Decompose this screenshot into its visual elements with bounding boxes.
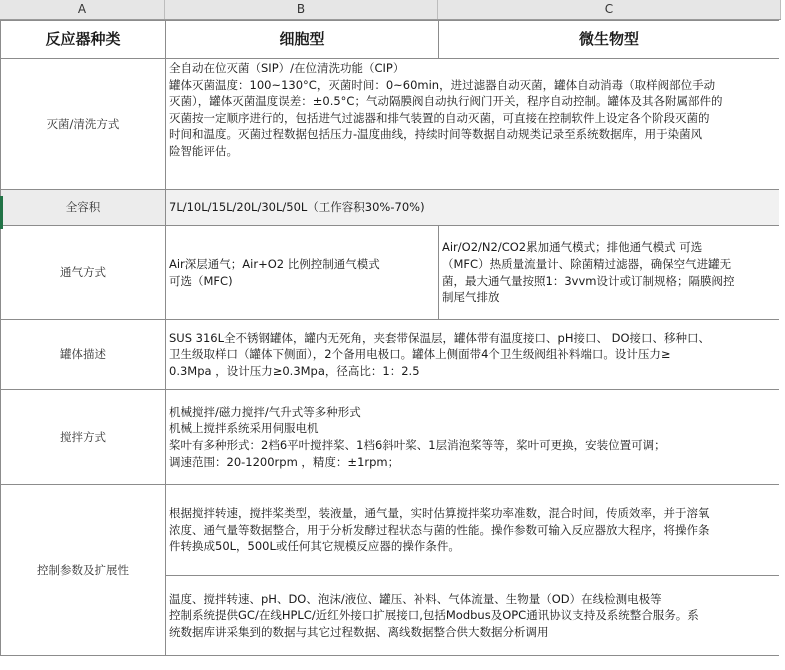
row-label-vessel[interactable]: 罐体描述 bbox=[1, 320, 166, 390]
column-header-c[interactable]: C bbox=[438, 0, 781, 19]
control-cell-1[interactable] bbox=[166, 485, 780, 576]
sterilization-line: 险智能评估。 bbox=[169, 143, 238, 158]
control-line: 浓度、通气量等数据整合，用于分析发酵过程状态与菌的性能。操作参数可输入反应器放大程序，将操作条 bbox=[169, 522, 710, 537]
table-row-volume bbox=[1, 190, 780, 226]
header-micro-type-cell[interactable]: 微生物型 bbox=[439, 21, 780, 59]
table-row-vessel bbox=[1, 320, 780, 390]
agitation-line: 调速范围：20-1200rpm ，精度：±1rpm； bbox=[169, 454, 400, 469]
row-label-control[interactable]: 控制参数及扩展性 bbox=[1, 485, 166, 656]
sterilization-line: 灭菌），罐体灭菌温度误差：±0.5°C；气动隔膜阀自动执行阀门开关，程序自动控制。罐体及其各附属部件的 bbox=[169, 94, 723, 109]
header-row bbox=[1, 21, 780, 59]
column-header-b[interactable]: B bbox=[165, 0, 438, 19]
row-label-volume[interactable]: 全容积 bbox=[1, 190, 166, 226]
sterilization-cell[interactable] bbox=[166, 59, 780, 190]
vessel-line: 0.3Mpa ，设计压力≥0.3Mpa，径高比：1：2.5 bbox=[169, 363, 420, 378]
aeration-micro-line: （MFC）热质量流量计、除菌精过滤器，确保空气进罐无 bbox=[442, 256, 732, 271]
control-cell-2[interactable] bbox=[166, 576, 780, 656]
control-line: 件转换成50L，500L或任何其它规模反应器的操作条件。 bbox=[169, 539, 460, 554]
sterilization-line: 罐体灭菌温度：100~130°C，灭菌时间：0~60min，进过滤器自动灭菌，罐体自动消毒（取样阀部位手动 bbox=[169, 77, 716, 92]
column-header-bar bbox=[0, 0, 781, 20]
table-row-sterilization bbox=[1, 59, 780, 190]
control-line: 根据搅拌转速，搅拌桨类型，装液量，通气量，实时估算搅拌桨功率准数，混合时间，传质效率，并于溶氧 bbox=[169, 506, 710, 521]
row-label-sterilization[interactable]: 灭菌/清洗方式 bbox=[1, 59, 166, 190]
volume-cell[interactable]: 7L/10L/15L/20L/30L/50L（工作容积30%-70%) bbox=[166, 190, 780, 226]
aeration-micro-line: 制尾气排放 bbox=[442, 290, 500, 305]
sterilization-line: 全自动在位灭菌（SIP）/在位清洗功能（CIP） bbox=[169, 61, 405, 75]
agitation-line: 桨叶有多种形式：2档6平叶搅拌桨、1档6斜叶桨、1层消泡桨等等，桨叶可更换，安装位置可调； bbox=[169, 438, 666, 452]
vessel-line: 卫生级取样口（罐体下侧面），2个备用电极口。罐体上侧面带4个卫生级阀组补料端口。设计压力≥ bbox=[169, 347, 671, 362]
sterilization-line: 时间和温度。灭菌过程数据包括压力-温度曲线，持续时间等数据自动规类记录至系统数据库，用于染菌风 bbox=[169, 127, 703, 142]
aeration-micro-line: Air/O2/N2/CO2累加通气模式；排他通气模式 可选 bbox=[442, 240, 703, 255]
aeration-micro-type[interactable] bbox=[439, 226, 780, 320]
column-header-a[interactable]: A bbox=[0, 0, 165, 19]
vessel-line: SUS 316L全不锈钢罐体，罐内无死角，夹套带保温层，罐体带有温度接口、pH接口、 DO接口、移种口、 bbox=[169, 330, 711, 345]
aeration-cell-line: 可选（MFC) bbox=[169, 273, 233, 288]
right-margin bbox=[779, 20, 785, 670]
aeration-cell-type[interactable] bbox=[166, 226, 439, 320]
control-line: 控制系统提供GC/在线HPLC/近红外接口扩展接口,包括Modbus及OPC通讯协议支持及系统整合服务。系 bbox=[169, 608, 699, 623]
agitation-cell[interactable] bbox=[166, 390, 780, 485]
table-row-control-1 bbox=[1, 485, 780, 576]
header-cell-type-cell[interactable]: 细胞型 bbox=[166, 21, 439, 59]
control-line: 温度、搅拌转速、pH、DO、泡沫/液位、罐压、补料、气体流量、生物量（OD）在线检测电极等 bbox=[169, 591, 662, 606]
vessel-cell[interactable] bbox=[166, 320, 780, 390]
row-label-agitation[interactable]: 搅拌方式 bbox=[1, 390, 166, 485]
row-label-aeration[interactable]: 通气方式 bbox=[1, 226, 166, 320]
agitation-line: 机械搅拌/磁力搅拌/气升式等多种形式 bbox=[169, 404, 361, 419]
agitation-line: 机械上搅拌系统采用伺服电机 bbox=[169, 421, 319, 436]
aeration-micro-line: 菌，最大通气量按照1：3vvm设计或订制规格；隔膜阀控 bbox=[442, 273, 735, 288]
sterilization-line: 灭菌按一定顺序进行的，包括进气过滤器和排气装置的自动灭菌，可直接在控制软件上设定各个阶段灭菌的 bbox=[169, 110, 710, 125]
spec-table bbox=[0, 20, 780, 656]
selection-marker bbox=[0, 196, 3, 229]
header-type-cell[interactable]: 反应器种类 bbox=[1, 21, 166, 59]
aeration-cell-line: Air深层通气；Air+O2 比例控制通气模式 bbox=[169, 256, 380, 271]
table-row-agitation bbox=[1, 390, 780, 485]
table-row-aeration bbox=[1, 226, 780, 320]
control-line: 统数据库讲采集到的数据与其它过程数据、离线数据整合供大数据分析调用 bbox=[169, 624, 549, 639]
